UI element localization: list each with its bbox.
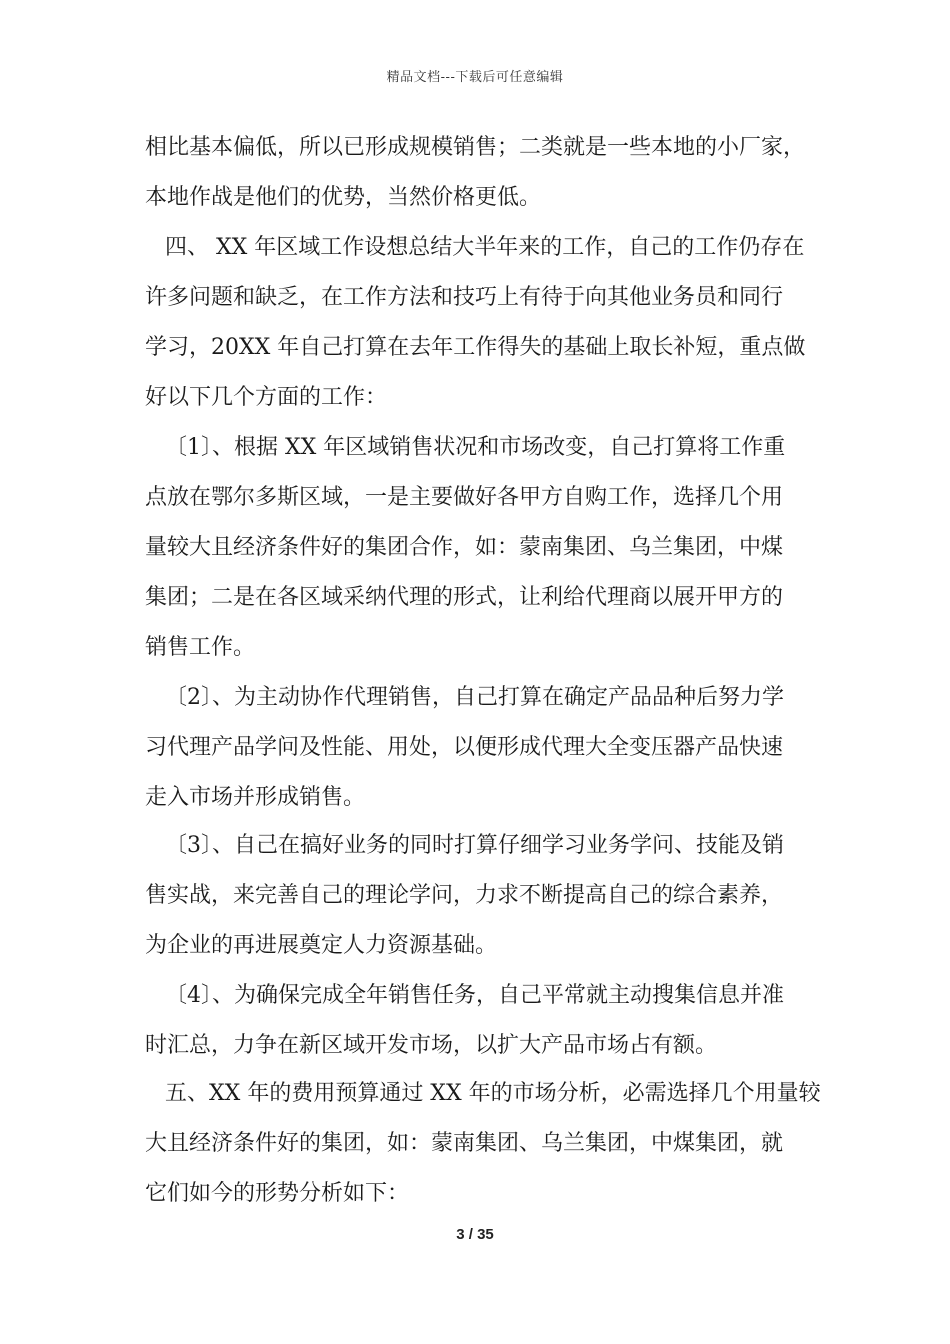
text-line: 四、 XX 年区域工作设想总结大半年来的工作，自己的工作仍存在	[165, 235, 805, 260]
text-line: 集团；二是在各区域采纳代理的形式，让利给代理商以展开甲方的	[145, 585, 784, 610]
text-line: 〔2〕、为主动协作代理销售，自己打算在确定产品品种后努力学	[165, 685, 784, 710]
text-line: 好以下几个方面的工作：	[145, 385, 388, 410]
text-line: 大且经济条件好的集团，如：蒙南集团、乌兰集团，中煤集团，就	[145, 1131, 784, 1156]
text-line: 走入市场并形成销售。	[145, 785, 366, 810]
text-line: 〔3〕、自己在搞好业务的同时打算仔细学习业务学问、技能及销	[165, 833, 784, 858]
text-line: 为企业的再进展奠定人力资源基础。	[145, 933, 498, 958]
text-line: 售实战，来完善自己的理论学问，力求不断提高自己的综合素养，	[145, 883, 784, 908]
text-line: 许多问题和缺乏，在工作方法和技巧上有待于向其他业务员和同行	[145, 285, 784, 310]
page-header: 精品文档---下载后可任意编辑	[386, 70, 564, 85]
page-number: 3 / 35	[456, 1226, 494, 1243]
text-line: 习代理产品学问及性能、用处，以便形成代理大全变压器产品快速	[145, 735, 784, 760]
text-line: 量较大且经济条件好的集团合作，如：蒙南集团、乌兰集团，中煤	[145, 535, 784, 560]
text-line: 点放在鄂尔多斯区域，一是主要做好各甲方自购工作，选择几个用	[145, 485, 784, 510]
text-line: 本地作战是他们的优势，当然价格更低。	[145, 185, 542, 210]
text-line: 时汇总，力争在新区域开发市场，以扩大产品市场占有额。	[145, 1033, 718, 1058]
text-line: 学习，20XX 年自己打算在去年工作得失的基础上取长补短，重点做	[145, 335, 806, 360]
text-line: 〔1〕、根据 XX 年区域销售状况和市场改变，自己打算将工作重	[165, 435, 786, 460]
text-line: 它们如今的形势分析如下：	[145, 1181, 410, 1206]
text-line: 相比基本偏低，所以已形成规模销售；二类就是一些本地的小厂家，	[145, 135, 806, 160]
text-line: 五、XX 年的费用预算通过 XX 年的市场分析，必需选择几个用量较	[165, 1081, 821, 1106]
text-line: 销售工作。	[145, 635, 256, 660]
text-line: 〔4〕、为确保完成全年销售任务，自己平常就主动搜集信息并准	[165, 983, 784, 1008]
